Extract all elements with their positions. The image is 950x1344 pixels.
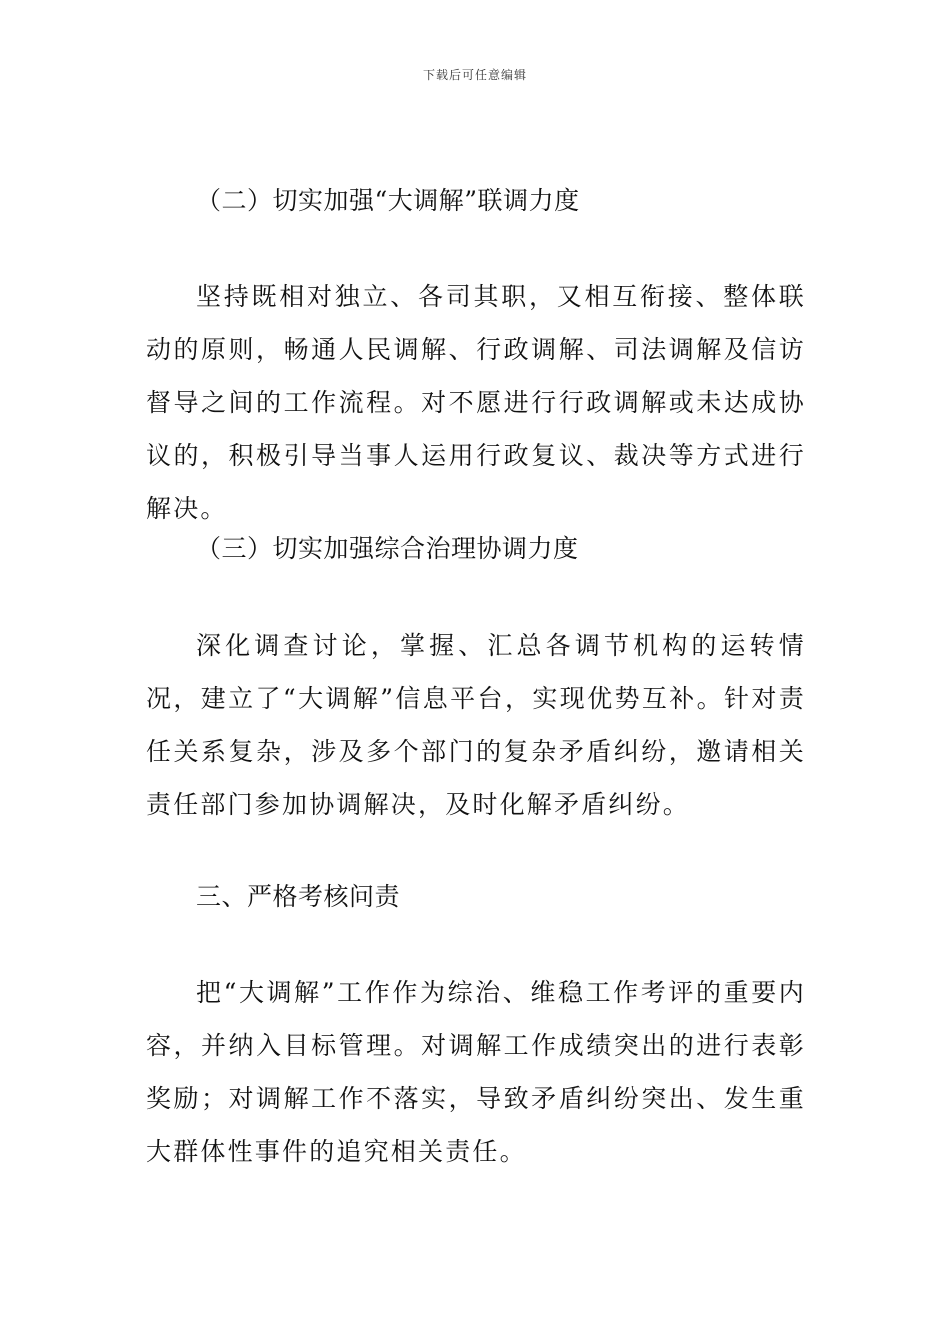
section-heading-san: 三、严格考核问责 [196,882,401,911]
section-paragraph-2: 坚持既相对独立、各司其职，又相互衔接、整体联动的原则，畅通人民调解、行政调解、司法调解及信访督导之间的工作流程。对不愿进行行政调解或未达成协议的，积极引导当事人运用行政复议、裁决等方式进行解决。 [146,282,806,523]
section-paragraph-san: 把“大调解”工作作为综治、维稳工作考评的重要内容，并纳入目标管理。对调解工作成绩突出的进行表彰奖励；对调解工作不落实，导致矛盾纠纷突出、发生重大群体性事件的追究相关责任。 [146,978,806,1166]
header-note: 下载后可任意编辑 [422,68,527,82]
section-paragraph-3: 深化调查讨论，掌握、汇总各调节机构的运转情况，建立了“大调解”信息平台，实现优势互补。针对责任关系复杂，涉及多个部门的复杂矛盾纠纷，邀请相关责任部门参加协调解决，及时化解矛盾纠纷。 [146,631,806,819]
section-heading-3: （三）切实加强综合治理协调力度 [196,534,579,563]
section-heading-2: （二）切实加强“大调解”联调力度 [196,186,580,215]
